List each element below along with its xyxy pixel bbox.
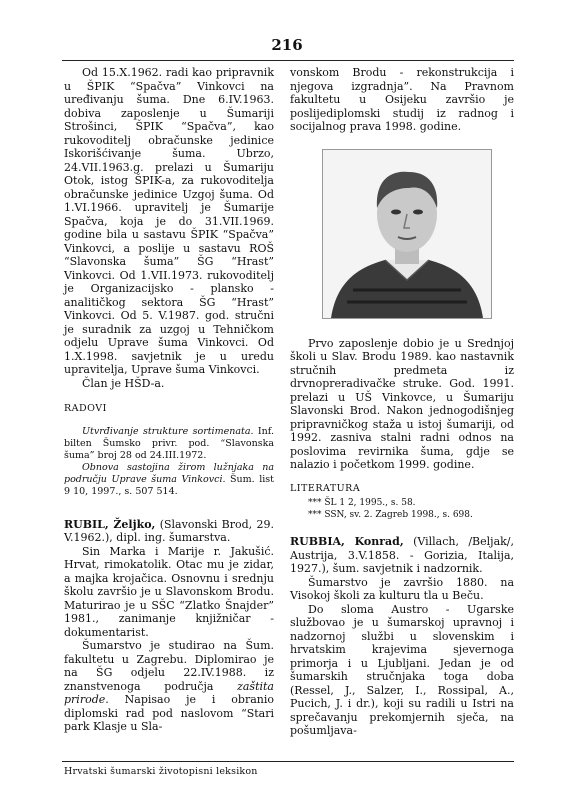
left-column — [64, 66, 274, 734]
portrait-image — [323, 150, 491, 318]
membership-line: Član je HŠD-a. — [82, 376, 165, 390]
literature-item: *** ŠL 1 2, 1995., s. 58. — [308, 498, 416, 508]
entry-rubil-text: . Napisao je i obranio diplomski rad pod naslovom “Stari park Klasje u Sla- — [64, 693, 274, 733]
entry-rubbia-dates: (Villach, /Beljak/, Austrija, 3.V.1858. - Gorizia, Italija, 1927.), šum. savjetnik i nadzornik. — [290, 535, 515, 575]
portrait-photo — [322, 149, 492, 319]
literature-heading: LITERATURA — [290, 482, 361, 494]
literature-item: *** SSN, sv. 2. Zagreb 1998., s. 698. — [308, 510, 473, 520]
bio-paragraph: Od 15.X.1962. radi kao pripravnik u ŠPIK “Spačva” Vinkovci na uređivanju šuma. Dne 6.IV.1963. dobiva zaposlenje u Šumariji Strošinci, ŠPIK “Spačva”, kao rukovoditelj obračunske jedinice Iskorišćivanje šuma. Ubrzo, 24.VII.1963.g. prelazi u Šumariju Otok, istog ŠPIK-a, za rukovoditelja obračunske jedinice Uzgoj šuma. Od 1.VI.1966. upravitelj je Šumarije Spačva, koja je do 31.VII.1969. godine bila u sastavu ŠPIK “Spačva” Vinkovci, a poslije u sastavu ROŠ “Slavonska šuma” ŠG “Hrast” Vinkovci. Od 1.VII.1973. rukovoditelj je Organizacijsko - plansko - analitičkog sektora ŠG “Hrast” Vinkovci. Od 5. V.1987. god. stručni je suradnik za uzgoj u Tehničkom odjelu Uprave šuma Vinkovci. Od 1.X.1998. savjetnik je u uredu upravitelja, Uprave šuma Vinkovci. — [64, 66, 274, 376]
works-heading: RADOVI — [64, 403, 107, 414]
work-item — [64, 426, 274, 462]
entry-rubil-emphasis: zaštita prirode — [64, 679, 274, 706]
entry-rubil-text: Šumarstvo je studirao na Šum. fakultetu u Zagrebu. Diplomirao je na ŠG odjelu 22.IV.1988. iz znanstvenoga područja — [64, 639, 274, 693]
footer-title: Hrvatski šumarski životopisni leksikon — [64, 766, 258, 777]
entry-rubil-name: RUBIL, Željko, — [64, 517, 156, 531]
bio-paragraph: Prvo zaposlenje dobio je u Srednjoj školi u Slav. Brodu 1989. kao nastavnik stručnih predmeta iz drvnopreradivačke struke. God. 1991. prelazi u UŠ Vinkovce, u Šumariju Slavonski Brod. Nakon jednogodišnjeg pripravničkog staža u istoj šumariji, od 1992. zasniva stalni radni odnos na poslovima revirnika šuma, gdje se nalazio i početkom 1999. godine. — [290, 336, 514, 471]
entry-rubil-paragraph — [64, 639, 274, 734]
work-title: Utvrđivanje strukture sortimenata. — [82, 425, 254, 437]
entry-rubbia-name: RUBBIA, Konrad, — [290, 535, 404, 548]
work-details: Inf. bilten Šumsko privr. pod. “Slavonska šuma” broj 28 od 24.III.1972. — [64, 425, 274, 461]
right-column — [290, 66, 514, 738]
entry-rubbia-intro — [290, 535, 514, 576]
work-title: Obnova sastojina žirom lužnjaka na području Uprave šuma Vinkovci. — [64, 461, 274, 485]
header-rule — [62, 60, 514, 61]
page-number: 216 — [271, 36, 303, 54]
footer-rule — [62, 761, 514, 762]
entry-rubil-paragraph: Sin Marka i Marije r. Jakušić. Hrvat, rimokatolik. Otac mu je zidar, a majka krojačica. Osnovnu i srednju školu završio je u Slavonskom Brodu. Maturirao je u SŠC “Zlatko Šnajder” 1981., zanimanje knjižničar - dokumentarist. — [64, 544, 274, 639]
work-item — [64, 462, 274, 498]
entry-rubil-intro — [64, 518, 274, 545]
work-details: Šum. list 9 10, 1997., s. 507 514. — [64, 473, 274, 497]
entry-rubbia-paragraph: Do sloma Austro - Ugarske službovao je u šumarskoj upravnoj i nadzornoj službi u slovenskim i hrvatskim krajevima sjevernoga primorja i u Ljubljani. Jedan je od šumarskih stručnjaka toga doba (Ressel, J., Salzer, I., Rossipal, A., Pucich, J. i dr.), koji su radili u Istri na sprečavanju prekomjernih sječa, na pošumljava- — [290, 602, 514, 737]
entry-rubbia-paragraph: Šumarstvo je završio 1880. na Visokoj školi za kulturu tla u Beču. — [290, 575, 514, 602]
entry-rubil-dates: (Slavonski Brod, 29. V.1962.), dipl. ing. šumarstva. — [64, 517, 274, 544]
continued-paragraph: vonskom Brodu - rekonstrukcija i njegova izgradnja”. Na Pravnom fakultetu u Osijeku završio je poslijediplomski studij iz radnog i socijalnog prava 1998. godine. — [290, 66, 514, 133]
